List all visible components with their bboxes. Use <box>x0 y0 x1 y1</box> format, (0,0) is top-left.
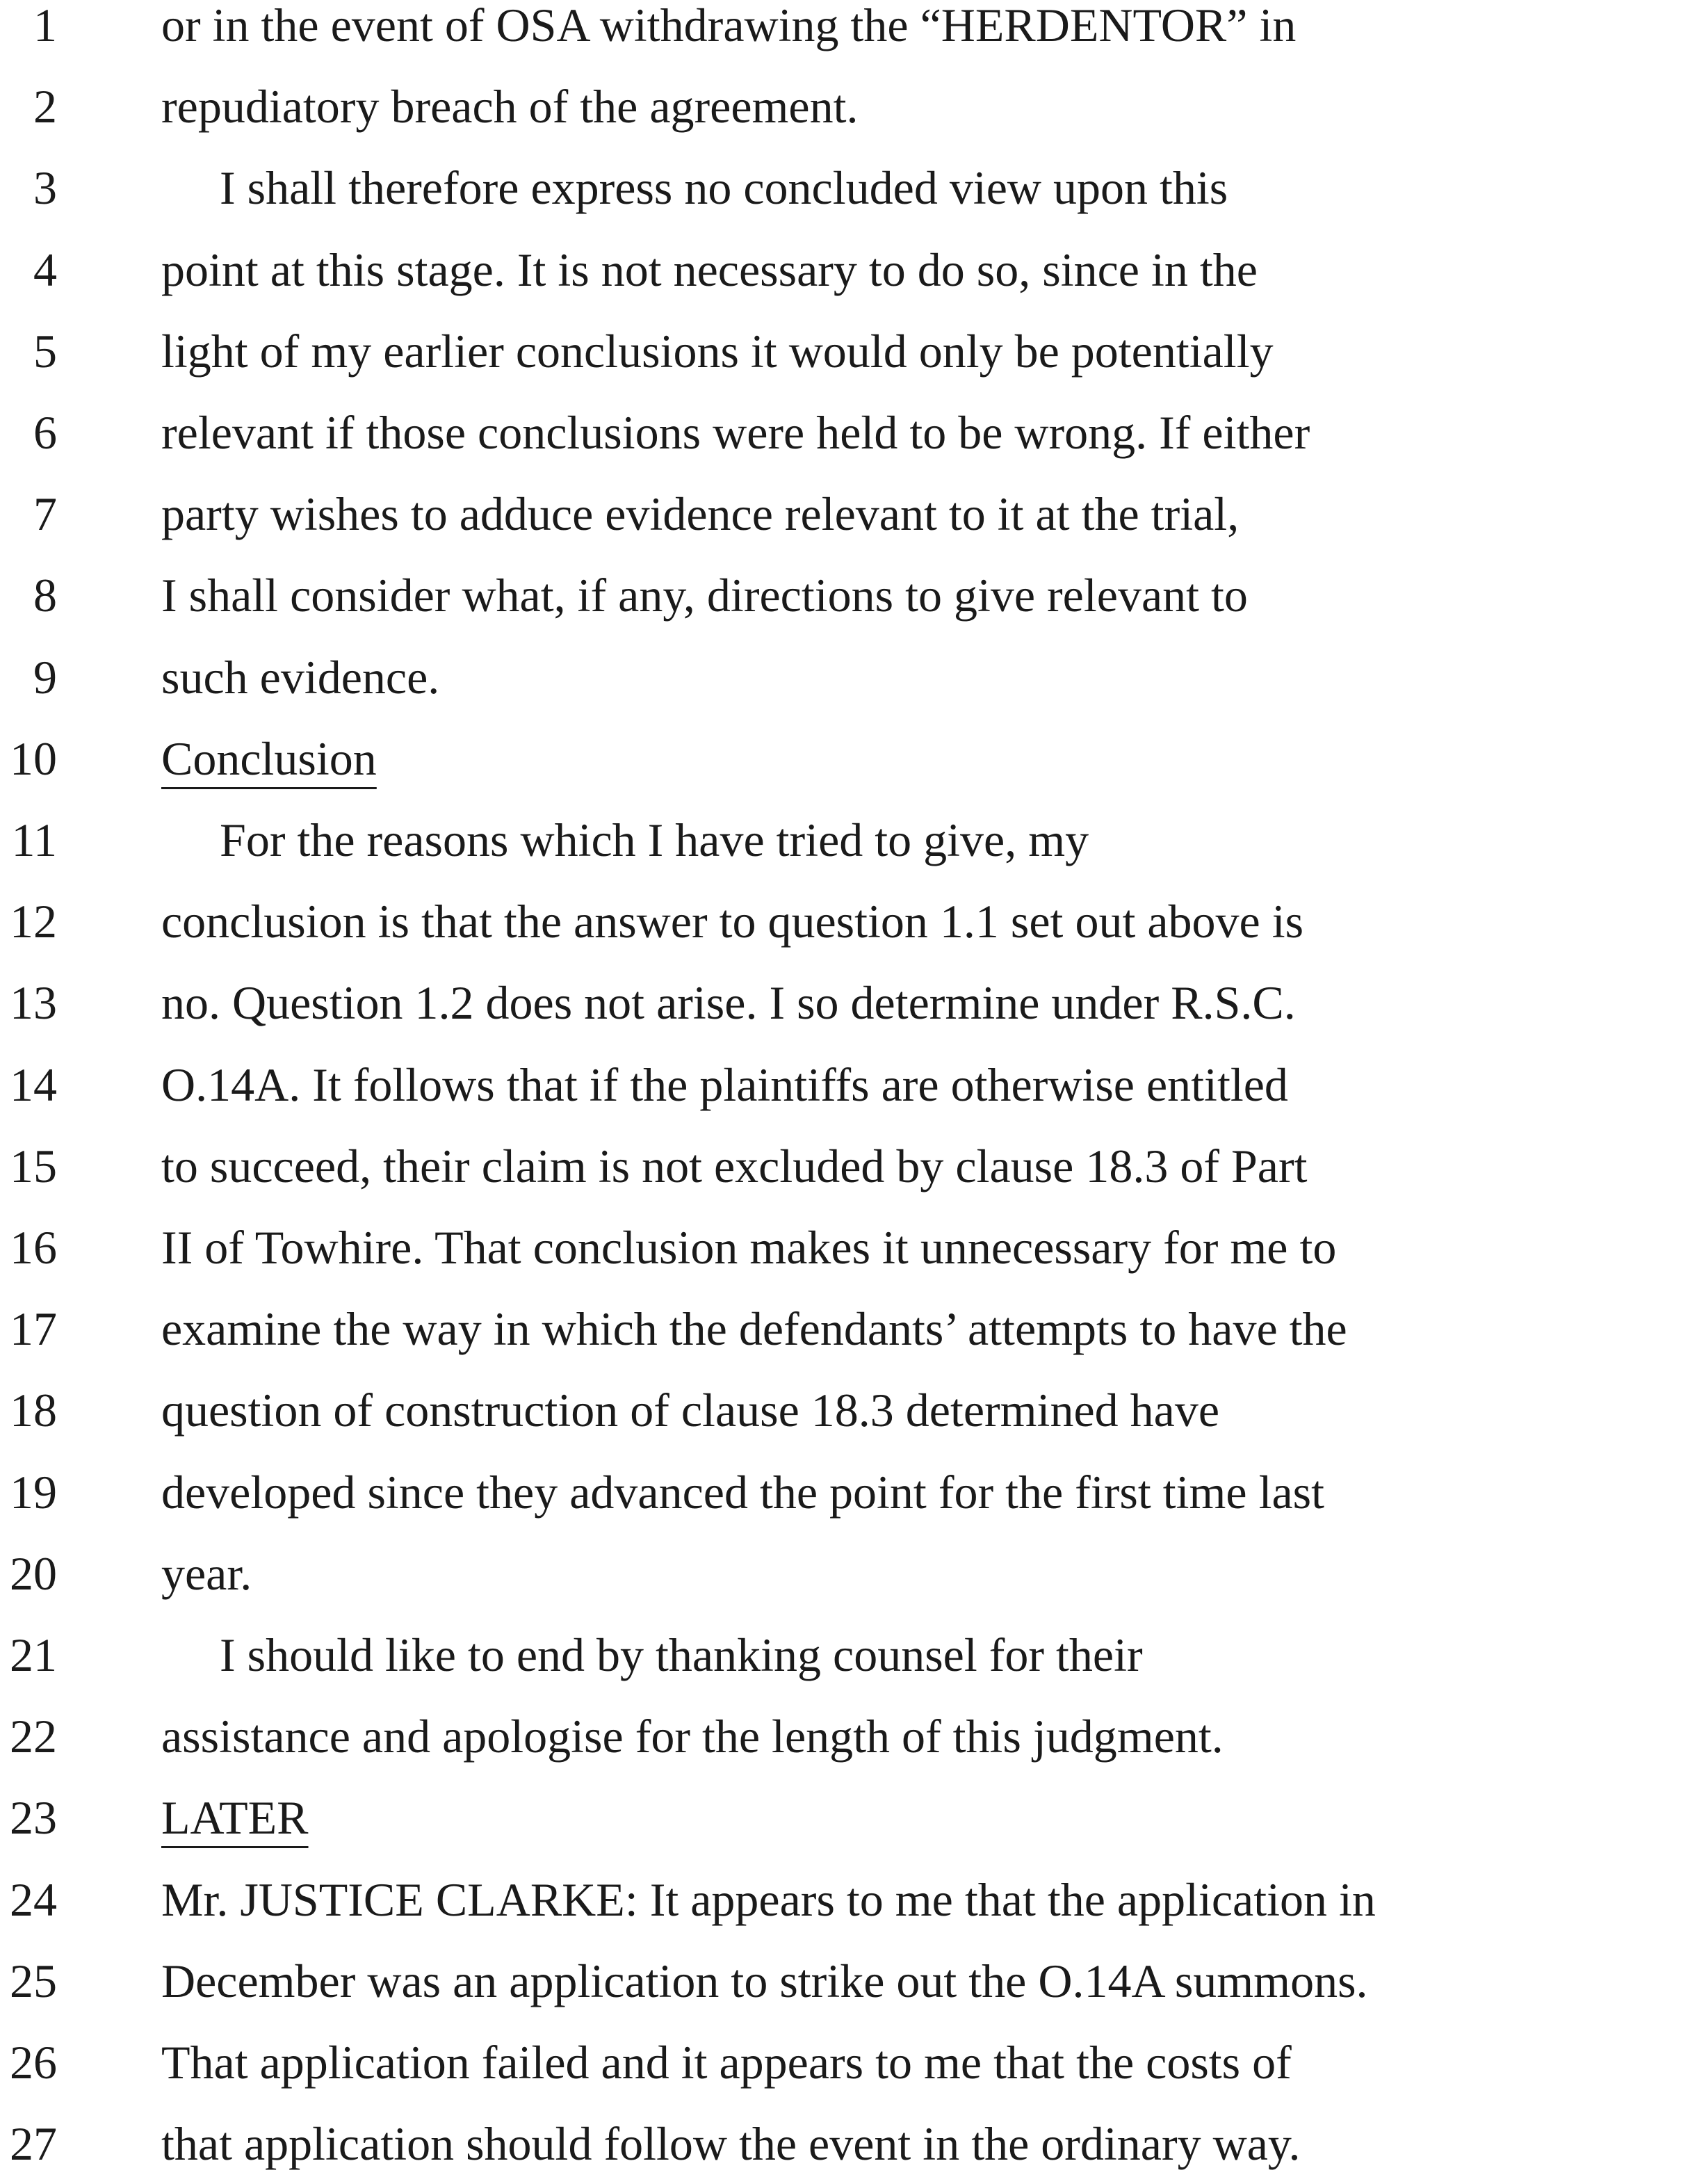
line-text: question of construction of clause 18.3 determined have <box>161 1384 1219 1437</box>
line-number: 25 <box>10 1954 57 2007</box>
document-line <box>0 1533 1690 1614</box>
line-number: 4 <box>33 243 57 296</box>
line-number: 11 <box>11 814 57 866</box>
line-text: That application failed and it appears to me that the costs of <box>161 2036 1292 2089</box>
document-line <box>0 147 1690 228</box>
line-number: 16 <box>10 1221 57 1274</box>
line-text: developed since they advanced the point for the first time last <box>161 1465 1325 1519</box>
line-number: 19 <box>10 1465 57 1519</box>
line-number: 18 <box>10 1384 57 1437</box>
line-text: party wishes to adduce evidence relevant to it at the trial, <box>161 487 1240 541</box>
document-line <box>0 311 1690 391</box>
line-number: 2 <box>33 80 57 134</box>
line-number: 6 <box>33 406 57 459</box>
line-text: O.14A. It follows that if the plaintiffs are otherwise entitled <box>161 1058 1288 1111</box>
document-line <box>0 474 1690 554</box>
line-text: examine the way in which the defendants’ attempts to have the <box>161 1302 1347 1356</box>
line-number: 20 <box>10 1546 57 1600</box>
line-number: 7 <box>33 487 57 541</box>
document-line <box>0 0 1690 65</box>
document-line <box>0 718 1690 799</box>
line-number: 23 <box>10 1791 57 1845</box>
line-number: 14 <box>10 1058 57 1111</box>
line-text: or in the event of OSA withdrawing the “HERDENTOR” in <box>161 0 1297 51</box>
line-text: December was an application to strike out the O.14A summons. <box>161 1954 1368 2007</box>
document-line <box>0 1941 1690 2021</box>
line-text: For the reasons which I have tried to give, my <box>220 814 1089 866</box>
line-number: 5 <box>33 324 57 378</box>
line-text: that application should follow the event in the ordinary way. <box>161 2117 1301 2171</box>
line-number: 22 <box>10 1710 57 1763</box>
line-number: 17 <box>10 1302 57 1356</box>
line-number: 8 <box>33 569 57 622</box>
line-number: 3 <box>33 161 57 215</box>
document-line <box>0 1615 1690 1695</box>
document-line <box>0 962 1690 1043</box>
line-number: 24 <box>10 1872 57 1926</box>
section-heading: LATER <box>161 1791 309 1845</box>
line-number: 13 <box>10 976 57 1030</box>
document-line <box>0 66 1690 147</box>
line-text: repudiatory breach of the agreement. <box>161 80 859 134</box>
document-line <box>0 392 1690 473</box>
line-text: light of my earlier conclusions it would only be potentially <box>161 324 1274 378</box>
line-text: II of Towhire. That conclusion makes it unnecessary for me to <box>161 1221 1337 1274</box>
document-line <box>0 881 1690 962</box>
line-number: 15 <box>10 1139 57 1192</box>
document-line <box>0 1859 1690 1940</box>
document-line <box>0 2022 1690 2103</box>
document-line <box>0 1777 1690 1858</box>
line-number: 10 <box>10 731 57 785</box>
document-line <box>0 1044 1690 1125</box>
document-line <box>0 1370 1690 1450</box>
line-number: 9 <box>33 650 57 704</box>
line-text: assistance and apologise for the length of this judgment. <box>161 1710 1224 1763</box>
line-number: 1 <box>33 0 57 51</box>
line-number: 12 <box>10 895 57 948</box>
line-number: 26 <box>10 2036 57 2089</box>
line-text: point at this stage. It is not necessary to do so, since in the <box>161 243 1258 296</box>
line-text: such evidence. <box>161 650 440 704</box>
line-text: I should like to end by thanking counsel for their <box>220 1628 1143 1681</box>
document-line <box>0 1452 1690 1532</box>
line-text: Mr. JUSTICE CLARKE: It appears to me that the application in <box>161 1872 1376 1926</box>
document-line <box>0 637 1690 718</box>
document-line <box>0 1126 1690 1206</box>
document-line <box>0 229 1690 310</box>
document-line <box>0 2103 1690 2184</box>
document-line <box>0 1696 1690 1777</box>
line-number: 27 <box>10 2117 57 2171</box>
line-text: year. <box>161 1546 252 1600</box>
document-line <box>0 555 1690 636</box>
line-text: I shall consider what, if any, directions to give relevant to <box>161 569 1248 622</box>
line-number: 21 <box>10 1628 57 1681</box>
document-line <box>0 1207 1690 1288</box>
line-text: relevant if those conclusions were held to be wrong. If either <box>161 406 1310 459</box>
line-text: conclusion is that the answer to question 1.1 set out above is <box>161 895 1304 948</box>
document-line <box>0 800 1690 880</box>
line-text: to succeed, their claim is not excluded by clause 18.3 of Part <box>161 1139 1308 1192</box>
document-line <box>0 1288 1690 1369</box>
section-heading: Conclusion <box>161 731 377 785</box>
line-text: no. Question 1.2 does not arise. I so determine under R.S.C. <box>161 976 1296 1030</box>
line-text: I shall therefore express no concluded view upon this <box>220 161 1228 215</box>
